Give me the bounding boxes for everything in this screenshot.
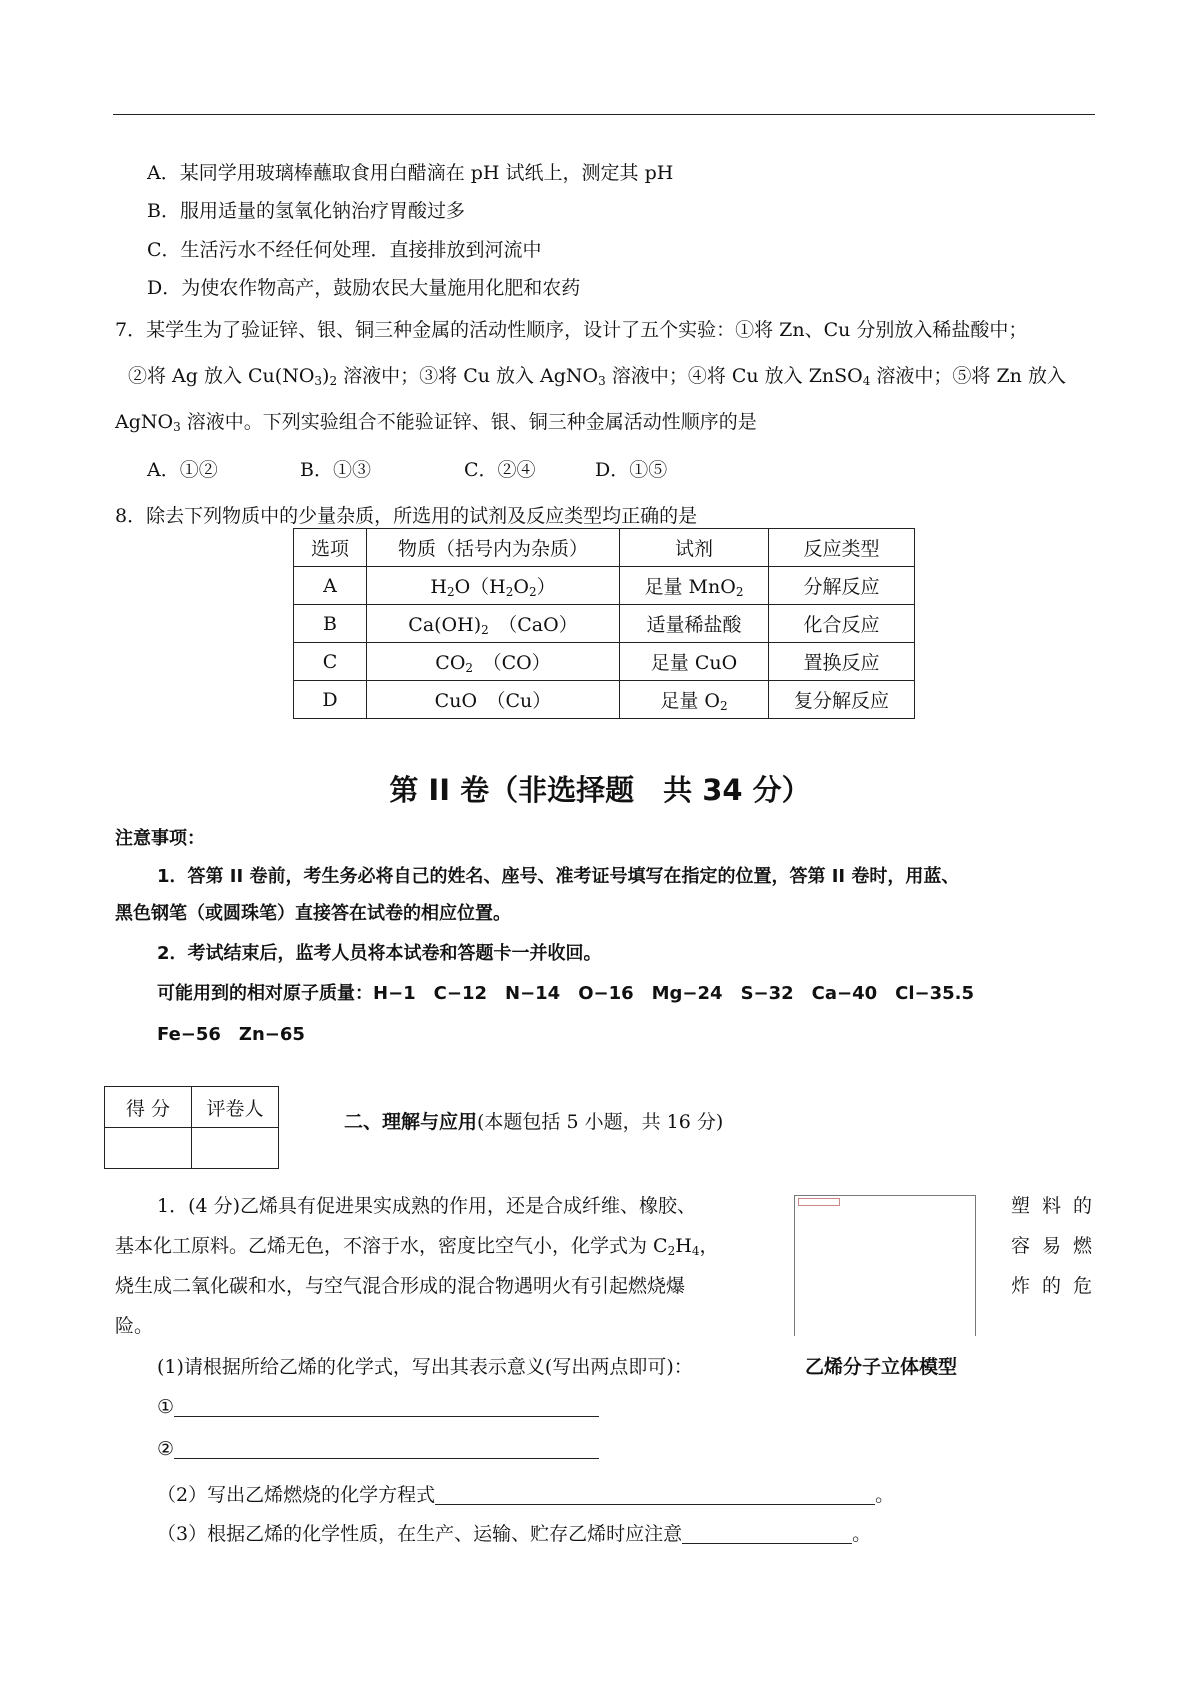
table-cell: $H_2O(H_2O_2)$ (367, 567, 620, 605)
table-cell: 置换反应 (769, 643, 915, 681)
q1-blank-1: ① (157, 1396, 599, 1418)
atomic-mass-line1: 可能用到的相对原子质量：H−1 C−12 N−14 O−16 Mg−24 S−32 Ca−40 Cl−35.5 (157, 983, 975, 1004)
q1-subquestion-2: （2）写出乙烯燃烧的化学方程式 。 (157, 1484, 895, 1506)
q1-subquestion-3: （3）根据乙烯的化学性质，在生产、运输、贮存乙烯时应注意 。 (157, 1523, 872, 1545)
q7-stem-line1: 7．某学生为了验证锌、银、铜三种金属的活动性顺序，设计了五个实验：①将 Zn、Cu 分别放入稀盐酸中； (115, 319, 1028, 341)
table-cell: 分解反应 (769, 567, 915, 605)
part2-heading: 二、理解与应用(本题包括 5 小题，共 16 分) (344, 1111, 724, 1133)
q8-stem: 8．除去下列物质中的少量杂质，所选用的试剂及反应类型均正确的是 (115, 505, 698, 527)
q1-line3-right: 炸的危 (1011, 1275, 1105, 1297)
table-row (294, 681, 915, 719)
q1-line2-left: 基本化工原料。乙烯无色，不溶于水，密度比空气小，化学式为 $C_2H_4$， (115, 1235, 719, 1258)
q6-option-d: D．为使农作物高产，鼓励农民大量施用化肥和农药 (147, 277, 581, 299)
q7-option-b: B．①③ (300, 459, 371, 481)
table-cell: 足量 MnO$_2$ (620, 567, 769, 605)
score-label: 得 分 (105, 1087, 192, 1128)
table-cell: 足量 $O_2$ (620, 681, 769, 719)
table-cell: 复分解反应 (769, 681, 915, 719)
grader-label: 评卷人 (192, 1087, 279, 1128)
q7-option-c: C．②④ (464, 459, 536, 481)
table-header: 反应类型 (769, 529, 915, 567)
table-cell: 化合反应 (769, 605, 915, 643)
q7-stem-line2: ②将 Ag 放入 $Cu(NO_3)_2$ 溶液中；③将 Cu 放入 AgNO$_3$ 溶液中；④将 Cu 放入 ZnSO$_4$ 溶液中；⑤将 Zn 放入 (128, 365, 1066, 388)
table-cell: B (294, 605, 367, 643)
notes-heading: 注意事项： (115, 828, 205, 849)
q6-option-c: C．生活污水不经任何处理．直接排放到河流中 (147, 239, 542, 261)
q1-subquestion-1: (1)请根据所给乙烯的化学式，写出其表示意义(写出两点即可)： (157, 1356, 693, 1378)
header-rule (113, 114, 1095, 115)
table-cell: 适量稀盐酸 (620, 605, 769, 643)
image-caption: 乙烯分子立体模型 (805, 1356, 958, 1378)
table-row (294, 605, 915, 643)
table-header: 物质（括号内为杂质） (367, 529, 620, 567)
table-cell: A (294, 567, 367, 605)
q7-option-a: A．①② (147, 459, 218, 481)
q1-line3-left: 烧生成二氧化碳和水，与空气混合形成的混合物遇明火有引起燃烧爆 (115, 1275, 686, 1297)
q1-line4: 险。 (115, 1315, 154, 1337)
q1-line1-right: 塑料的 (1011, 1195, 1105, 1217)
table-cell: CuO （Cu） (367, 681, 620, 719)
q7-stem-line3: AgNO$_3$ 溶液中。下列实验组合不能验证锌、银、铜三种金属活动性顺序的是 (115, 411, 757, 434)
table-row (294, 567, 915, 605)
q6-option-a: A．某同学用玻璃棒蘸取食用白醋滴在 pH 试纸上，测定其 pH (147, 162, 674, 184)
section-title: 第 II 卷（非选择题 共 34 分） (389, 773, 811, 807)
table-row (294, 643, 915, 681)
answer-blank[interactable] (174, 1438, 599, 1459)
q1-line1-left: 1．(4 分)乙烯具有促进果实成熟的作用，还是合成纤维、橡胶、 (157, 1195, 697, 1217)
q1-line2-right: 容易燃 (1011, 1235, 1105, 1257)
table-header-row (294, 529, 915, 567)
table-cell: C (294, 643, 367, 681)
answer-blank[interactable] (174, 1396, 599, 1417)
atomic-mass-line2: Fe−56 Zn−65 (157, 1024, 305, 1045)
q8-table (293, 528, 915, 719)
note-2: 2．考试结束后，监考人员将本试卷和答题卡一并收回。 (157, 943, 602, 964)
answer-blank[interactable] (682, 1523, 852, 1544)
q1-blank-2: ② (157, 1438, 599, 1460)
q6-option-b: B．服用适量的氢氧化钠治疗胃酸过多 (147, 200, 465, 222)
table-cell: $Ca(OH)_2$ （CaO） (367, 605, 620, 643)
table-cell: 足量 CuO (620, 643, 769, 681)
table-header: 试剂 (620, 529, 769, 567)
ethylene-model-image (794, 1195, 976, 1336)
note-1-line1: 1．答第 II 卷前，考生务必将自己的姓名、座号、准考证号填写在指定的位置，答第 II 卷时，用蓝、 (157, 866, 960, 887)
q7-option-d: D．①⑤ (595, 459, 668, 481)
table-header: 选项 (294, 529, 367, 567)
table-cell: D (294, 681, 367, 719)
score-table (104, 1086, 279, 1169)
grader-cell[interactable] (192, 1128, 279, 1169)
image-placeholder-icon (798, 1198, 840, 1206)
note-1-line2: 黑色钢笔（或圆珠笔）直接答在试卷的相应位置。 (115, 903, 511, 924)
answer-blank[interactable] (435, 1484, 875, 1505)
table-cell: $CO_2$ （CO） (367, 643, 620, 681)
score-cell[interactable] (105, 1128, 192, 1169)
